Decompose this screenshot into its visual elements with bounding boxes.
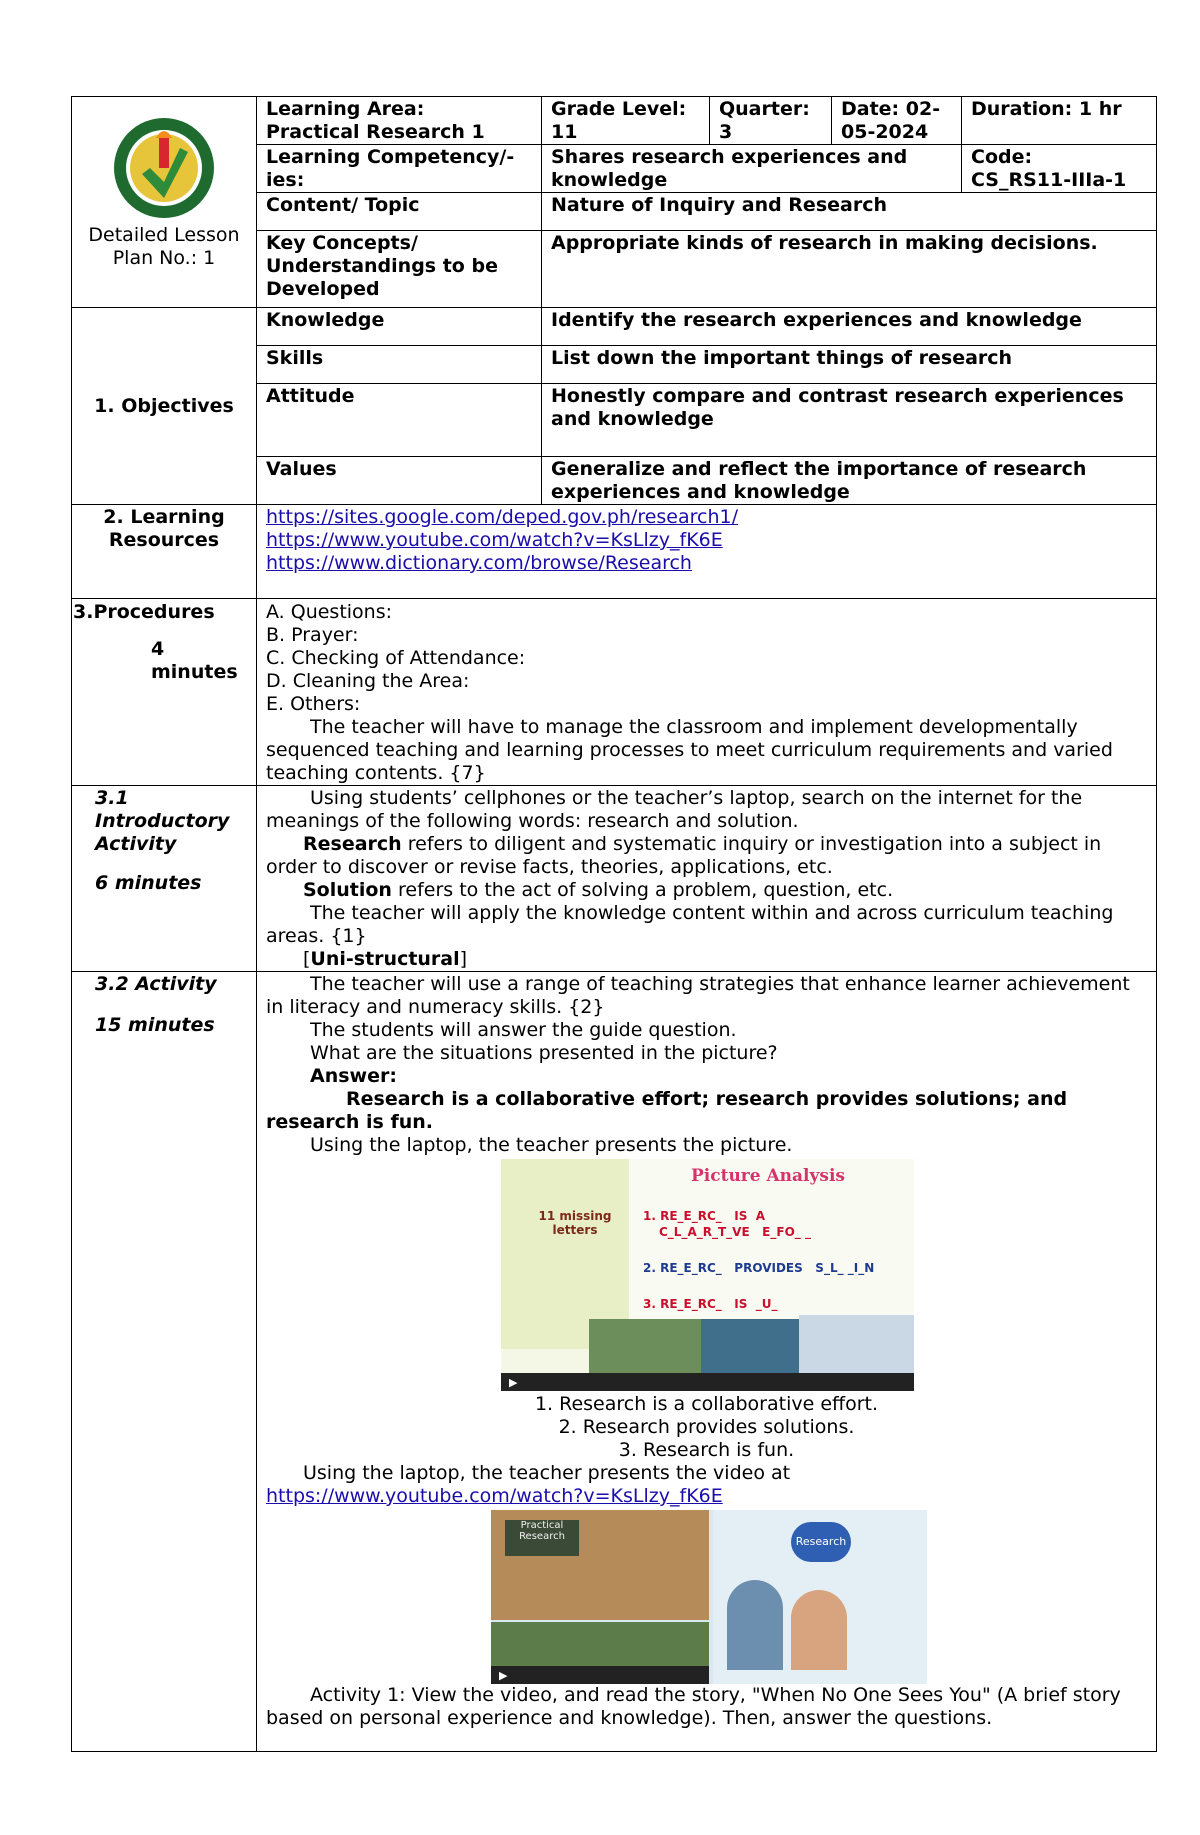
procedure-item: A. Questions: bbox=[266, 601, 393, 623]
activity-label: 3.2 Activity bbox=[95, 973, 217, 995]
competency-value: Shares research experiences and knowledge bbox=[542, 145, 962, 193]
competency-label: Learning Competency/-ies: bbox=[257, 145, 542, 193]
introductory-content bbox=[257, 786, 1157, 972]
quarter-cell: Quarter: 3 bbox=[710, 97, 832, 145]
activity-p6: Activity 1: View the video, and read the story, "When No One Sees You" (A brief story based on personal experience and knowledge). Then, answer the questions. bbox=[266, 1684, 1121, 1729]
procedures-content bbox=[257, 599, 1157, 786]
concepts-label: Key Concepts/ Understandings to be Developed bbox=[257, 231, 542, 308]
procedure-item: D. Cleaning the Area: bbox=[266, 670, 470, 692]
introductory-label-cell bbox=[72, 786, 257, 972]
classroom-thumbnail bbox=[589, 1319, 701, 1373]
lesson-plan-table bbox=[71, 96, 1157, 1752]
resource-link-dictionary[interactable]: https://www.dictionary.com/browse/Research bbox=[266, 552, 692, 574]
introductory-time: 6 minutes bbox=[95, 872, 202, 894]
picture-line-3: 3. RE_E_RC_ IS _U_ bbox=[643, 1297, 778, 1311]
resource-link-sites[interactable]: https://sites.google.com/deped.gov.ph/research1/ bbox=[266, 506, 739, 528]
resources-label: 2. Learning Resources bbox=[72, 505, 257, 599]
procedure-item: B. Prayer: bbox=[266, 624, 359, 646]
answer-text: Research is a collaborative effort; research provides solutions; and research is fun. bbox=[266, 1088, 1068, 1133]
activity-p3: What are the situations presented in the picture? bbox=[310, 1042, 778, 1064]
play-icon[interactable]: ▶ bbox=[499, 1669, 508, 1682]
video-control-bar[interactable] bbox=[491, 1666, 709, 1684]
activity-p2: The students will answer the guide question. bbox=[310, 1019, 737, 1041]
video-link[interactable]: https://www.youtube.com/watch?v=KsLlzy_fK6E bbox=[266, 1485, 723, 1507]
topic-label: Content/ Topic bbox=[257, 193, 542, 231]
video-control-bar[interactable] bbox=[501, 1373, 914, 1391]
picture-analysis-image bbox=[501, 1159, 914, 1391]
video-image bbox=[491, 1510, 927, 1684]
research-bubble: Research bbox=[791, 1522, 851, 1562]
learning-area-cell: Learning Area: Practical Research 1 bbox=[257, 97, 542, 145]
procedure-item: E. Others: bbox=[266, 693, 361, 715]
introductory-p1: Using students’ cellphones or the teacher’s laptop, search on the internet for the meanings of the following words: research and solution. bbox=[266, 787, 1083, 832]
date-cell: Date: 02- 05-2024 bbox=[832, 97, 962, 145]
resources-links bbox=[257, 505, 1157, 599]
picture-side-note: 11 missing letters bbox=[538, 1209, 612, 1237]
objective-label-values: Values bbox=[257, 457, 542, 505]
procedures-time: 4 bbox=[151, 638, 165, 660]
picture-title: Picture Analysis bbox=[691, 1166, 845, 1186]
plan-title: Detailed Lesson Plan No.: 1 bbox=[88, 224, 240, 269]
objective-value-knowledge: Identify the research experiences and knowledge bbox=[542, 308, 1157, 346]
research-definition: Research refers to diligent and systematic inquiry or investigation into a subject in order to discover or revise facts, theories, applications, etc. bbox=[266, 833, 1102, 878]
grade-level-cell: Grade Level: 11 bbox=[542, 97, 710, 145]
resource-link-youtube[interactable]: https://www.youtube.com/watch?v=KsLlzy_fK6E bbox=[266, 529, 723, 551]
activity-time: 15 minutes bbox=[95, 1014, 215, 1036]
structural-tag: [Uni-structural] bbox=[303, 948, 468, 970]
objective-label-skills: Skills bbox=[257, 346, 542, 384]
objectives-label: 1. Objectives bbox=[72, 308, 257, 505]
person-figure bbox=[727, 1580, 783, 1670]
list-item: 2. Research provides solutions. bbox=[558, 1416, 855, 1438]
picture-line-1b: C_L_A_R_T_VE E_FO_ _ bbox=[659, 1225, 811, 1239]
picture-line-1: 1. RE_E_RC_ IS A bbox=[643, 1209, 766, 1223]
activity-label-cell bbox=[72, 972, 257, 1752]
duration-cell: Duration: 1 hr bbox=[962, 97, 1157, 145]
objective-value-values: Generalize and reflect the importance of research experiences and knowledge bbox=[542, 457, 1157, 505]
introductory-p4: The teacher will apply the knowledge content within and across curriculum teaching areas. {1} bbox=[266, 902, 1114, 947]
solution-definition: Solution refers to the act of solving a problem, question, etc. bbox=[303, 879, 894, 901]
picture-line-2: 2. RE_E_RC_ PROVIDES S_L_ _I_N bbox=[643, 1261, 875, 1275]
introductory-title: Introductory Activity bbox=[95, 810, 230, 855]
introductory-number: 3.1 bbox=[95, 787, 129, 809]
concepts-value: Appropriate kinds of research in making decisions. bbox=[542, 231, 1157, 308]
activity-content bbox=[257, 972, 1157, 1752]
objective-value-skills: List down the important things of research bbox=[542, 346, 1157, 384]
procedures-time-unit: minutes bbox=[151, 661, 238, 683]
campus-thumbnail bbox=[701, 1319, 799, 1373]
procedures-note: The teacher will have to manage the classroom and implement developmentally sequenced teaching and learning processes to meet curriculum requirements and varied teaching contents. {7} bbox=[266, 716, 1113, 784]
deped-seal-icon bbox=[112, 116, 216, 220]
code-cell: Code: CS_RS11-IIIa-1 bbox=[962, 145, 1157, 193]
picture-answers-list bbox=[266, 1393, 1147, 1462]
activity-p1: The teacher will use a range of teaching strategies that enhance learner achievement in literacy and numeracy skills. {2} bbox=[266, 973, 1130, 1018]
activity-p4: Using the laptop, the teacher presents the picture. bbox=[310, 1134, 793, 1156]
objective-label-knowledge: Knowledge bbox=[257, 308, 542, 346]
objective-value-attitude: Honestly compare and contrast research experiences and knowledge bbox=[542, 384, 1157, 457]
activity-p5: Using the laptop, the teacher presents the video at bbox=[303, 1462, 791, 1484]
procedure-item: C. Checking of Attendance: bbox=[266, 647, 526, 669]
procedures-label: 3.Procedures bbox=[73, 601, 215, 623]
blackboard: Practical Research bbox=[505, 1520, 579, 1556]
procedures-label-cell bbox=[72, 599, 257, 786]
list-item: 3. Research is fun. bbox=[618, 1439, 795, 1461]
plan-header-cell bbox=[72, 97, 257, 308]
list-item: 1. Research is a collaborative effort. bbox=[534, 1393, 879, 1415]
person-figure bbox=[791, 1590, 847, 1670]
topic-value: Nature of Inquiry and Research bbox=[542, 193, 1157, 231]
play-icon[interactable]: ▶ bbox=[509, 1376, 518, 1389]
objective-label-attitude: Attitude bbox=[257, 384, 542, 457]
answer-label: Answer: bbox=[310, 1065, 397, 1087]
people-thumbnail bbox=[799, 1315, 914, 1373]
